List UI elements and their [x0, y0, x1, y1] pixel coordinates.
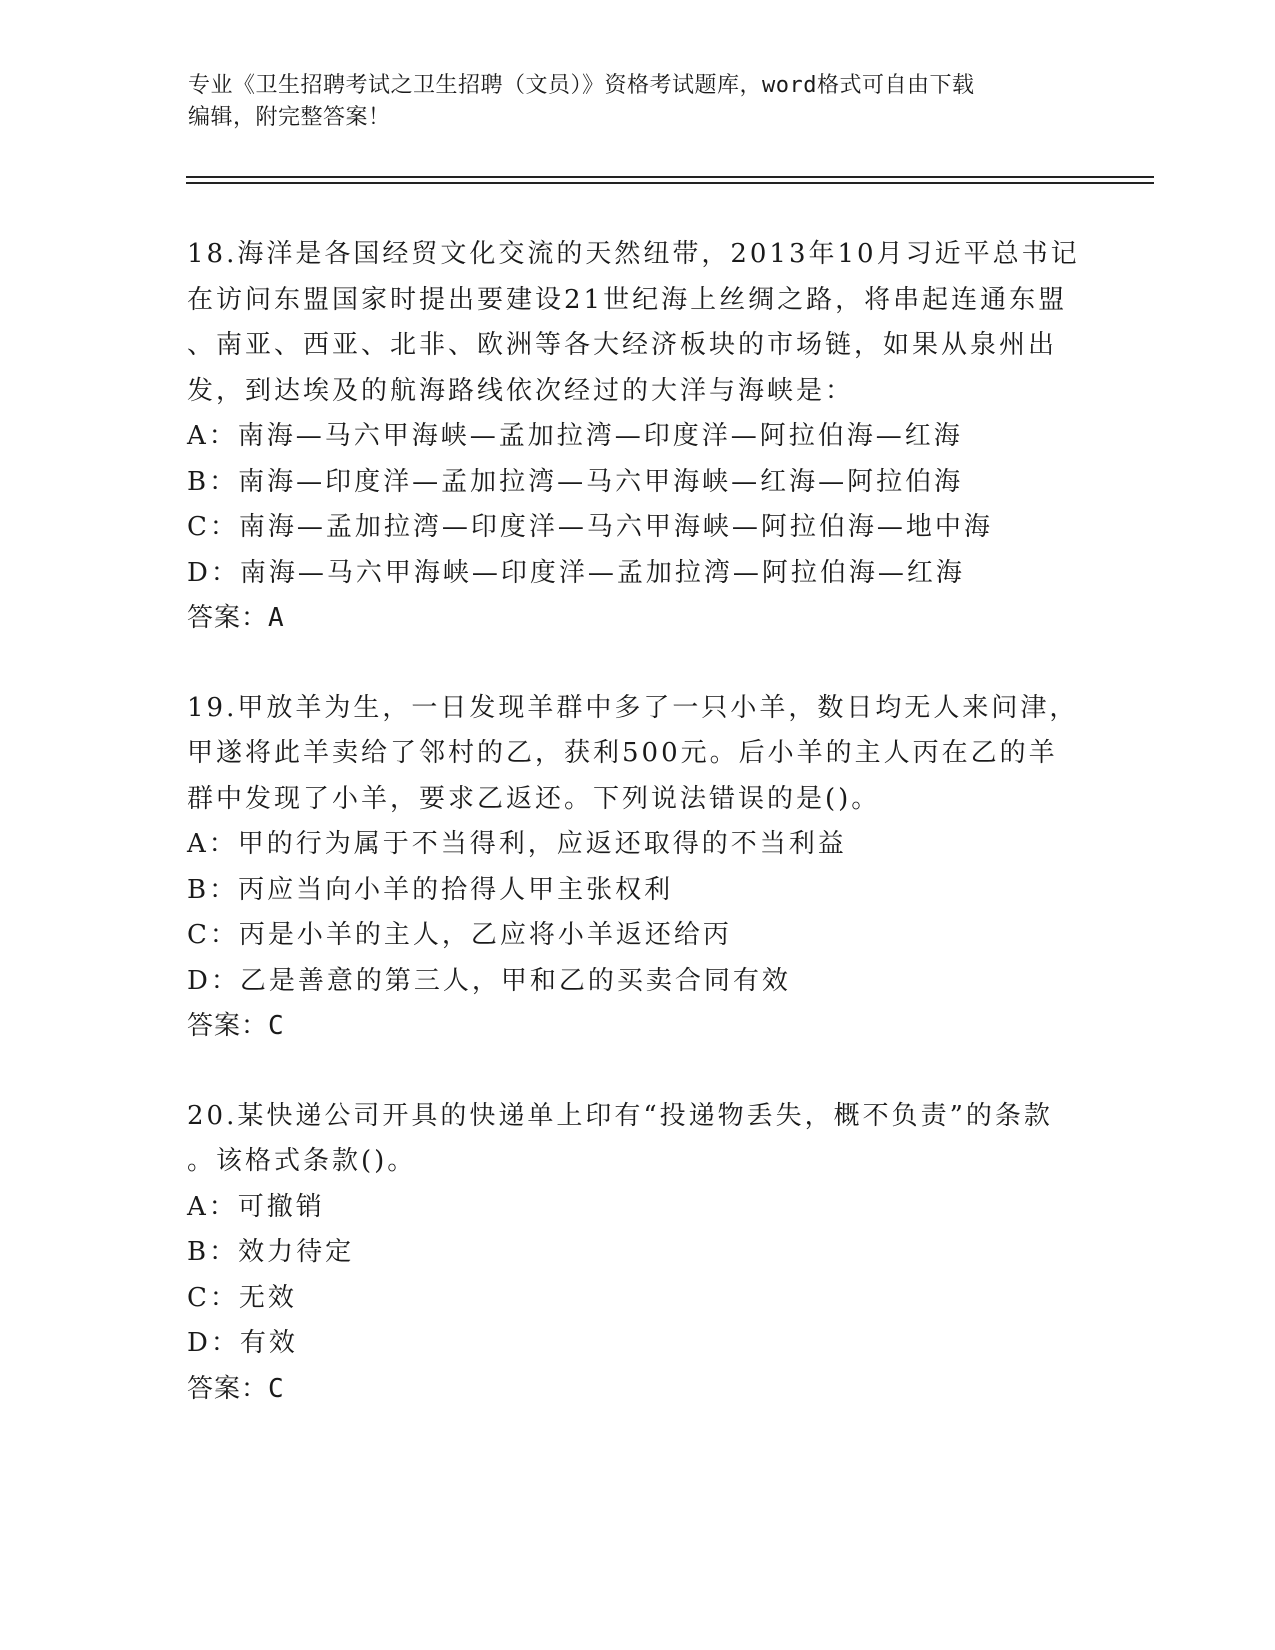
- option-c: C：无效: [187, 1282, 297, 1313]
- header-line: 编辑，附完整答案！: [188, 105, 391, 130]
- question-line: 在访问东盟国家时提出要建设21世纪海上丝绸之路，将串起连通东盟: [187, 284, 1068, 315]
- option-b: B：效力待定: [187, 1237, 355, 1267]
- option-a: A：可撤销: [187, 1191, 325, 1222]
- header-line: 专业《卫生招聘考试之卫生招聘（文员）》资格考试题库，word格式可自由下载: [188, 73, 975, 98]
- option-d: D：乙是善意的第三人，甲和乙的买卖合同有效: [187, 965, 791, 996]
- question-line: 甲遂将此羊卖给了邻村的乙，获利500元。后小羊的主人丙在乙的羊: [187, 738, 1058, 768]
- answer: 答案：A: [187, 603, 285, 633]
- question-line: 18.海洋是各国经贸文化交流的天然纽带，2013年10月习近平总书记: [187, 239, 1080, 269]
- question-line: 、南亚、西亚、北非、欧洲等各大经济板块的市场链，如果从泉州出: [187, 330, 1058, 360]
- option-c: C：丙是小羊的主人，乙应将小羊返还给丙: [187, 920, 732, 950]
- option-a: A：南海—马六甲海峡—孟加拉湾—印度洋—阿拉伯海—红海: [187, 421, 963, 451]
- option-c: C：南海—孟加拉湾—印度洋—马六甲海峡—阿拉伯海—地中海: [187, 512, 993, 542]
- question-20: [187, 1094, 1087, 1413]
- question-text: [187, 1094, 1087, 1185]
- document-header: [188, 70, 1068, 134]
- question-18: [187, 232, 1087, 642]
- question-line: 。该格式条款()。: [187, 1146, 417, 1176]
- option-d: D：有效: [187, 1328, 298, 1358]
- question-text: [187, 686, 1087, 823]
- question-line: 20.某快递公司开具的快递单上印有“投递物丢失，概不负责”的条款: [187, 1100, 1053, 1131]
- option-b: B：南海—印度洋—孟加拉湾—马六甲海峡—红海—阿拉伯海: [187, 466, 964, 497]
- header-divider: [186, 182, 1154, 184]
- answer: 答案：C: [187, 1011, 285, 1041]
- option-d: D：南海—马六甲海峡—印度洋—孟加拉湾—阿拉伯海—红海: [187, 557, 965, 588]
- answer: 答案：C: [187, 1373, 285, 1404]
- question-list: [187, 232, 1087, 1456]
- question-line: 发，到达埃及的航海路线依次经过的大洋与海峡是：: [187, 375, 855, 406]
- option-a: A：甲的行为属于不当得利，应返还取得的不当利益: [187, 829, 847, 859]
- question-text: [187, 232, 1087, 414]
- question-line: 19.甲放羊为生，一日发现羊群中多了一只小羊，数日均无人来问津，: [187, 692, 1079, 723]
- question-line: 群中发现了小羊，要求乙返还。下列说法错误的是()。: [187, 783, 881, 814]
- option-b: B：丙应当向小羊的拾得人甲主张权利: [187, 874, 674, 905]
- header-divider: [186, 176, 1154, 178]
- question-19: [187, 686, 1087, 1050]
